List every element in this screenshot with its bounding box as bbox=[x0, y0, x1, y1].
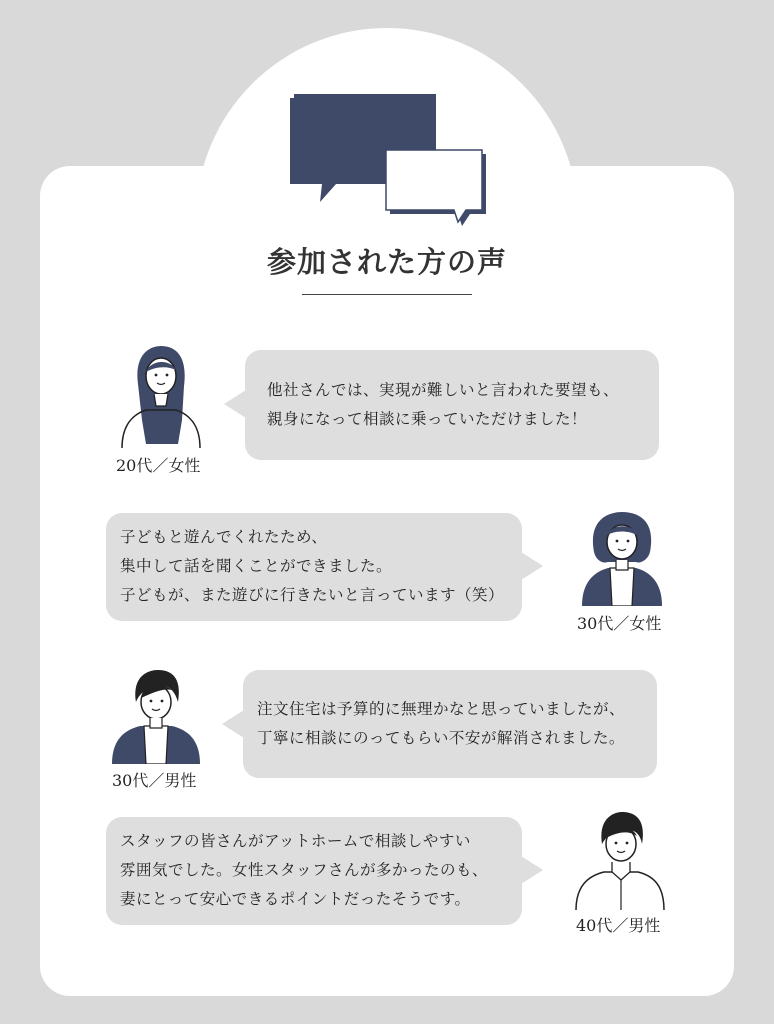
age-label: 30代／男性 bbox=[112, 771, 197, 790]
age-label: 30代／女性 bbox=[577, 614, 662, 633]
title-divider bbox=[302, 294, 472, 295]
testimonial-line: 集中して話を聞くことができました。 bbox=[120, 557, 393, 575]
testimonial-line: 子どもと遊んでくれたため、 bbox=[120, 528, 328, 546]
bubble-tail bbox=[222, 710, 244, 738]
bubble-tail bbox=[521, 856, 543, 884]
man-shirt-avatar-icon bbox=[574, 810, 666, 910]
testimonial-line: スタッフの皆さんがアットホームで相談しやすい bbox=[120, 832, 471, 850]
testimonial-bubble bbox=[243, 670, 657, 778]
age-label: 40代／男性 bbox=[576, 916, 661, 935]
testimonial-line: 注文住宅は予算的に無理かなと思っていましたが、 bbox=[257, 700, 626, 718]
woman-bob-hair-avatar-icon bbox=[578, 510, 666, 606]
testimonial-line: 親身になって相談に乗っていただけました！ bbox=[267, 410, 588, 428]
testimonial-line: 子どもが、また遊びに行きたいと言っています（笑） bbox=[120, 586, 505, 604]
testimonial-line: 雰囲気でした。女性スタッフさんが多かったのも、 bbox=[120, 861, 489, 879]
page-title: 参加された方の声 bbox=[266, 245, 507, 279]
bubble-tail bbox=[224, 390, 246, 418]
bubble-tail bbox=[521, 552, 543, 580]
testimonial-bubble bbox=[106, 817, 522, 925]
testimonial-bubble bbox=[245, 350, 659, 460]
testimonial-bubble bbox=[106, 513, 522, 621]
man-jacket-avatar-icon bbox=[110, 668, 202, 764]
testimonial-line: 他社さんでは、実現が難しいと言われた要望も、 bbox=[267, 381, 620, 399]
speech-bubbles-icon bbox=[286, 92, 486, 228]
testimonial-line: 妻にとって安心できるポイントだったそうです。 bbox=[120, 890, 471, 908]
age-label: 20代／女性 bbox=[116, 456, 201, 475]
woman-long-hair-avatar-icon bbox=[116, 344, 206, 448]
testimonial-line: 丁寧に相談にのってもらい不安が解消されました。 bbox=[257, 729, 625, 747]
